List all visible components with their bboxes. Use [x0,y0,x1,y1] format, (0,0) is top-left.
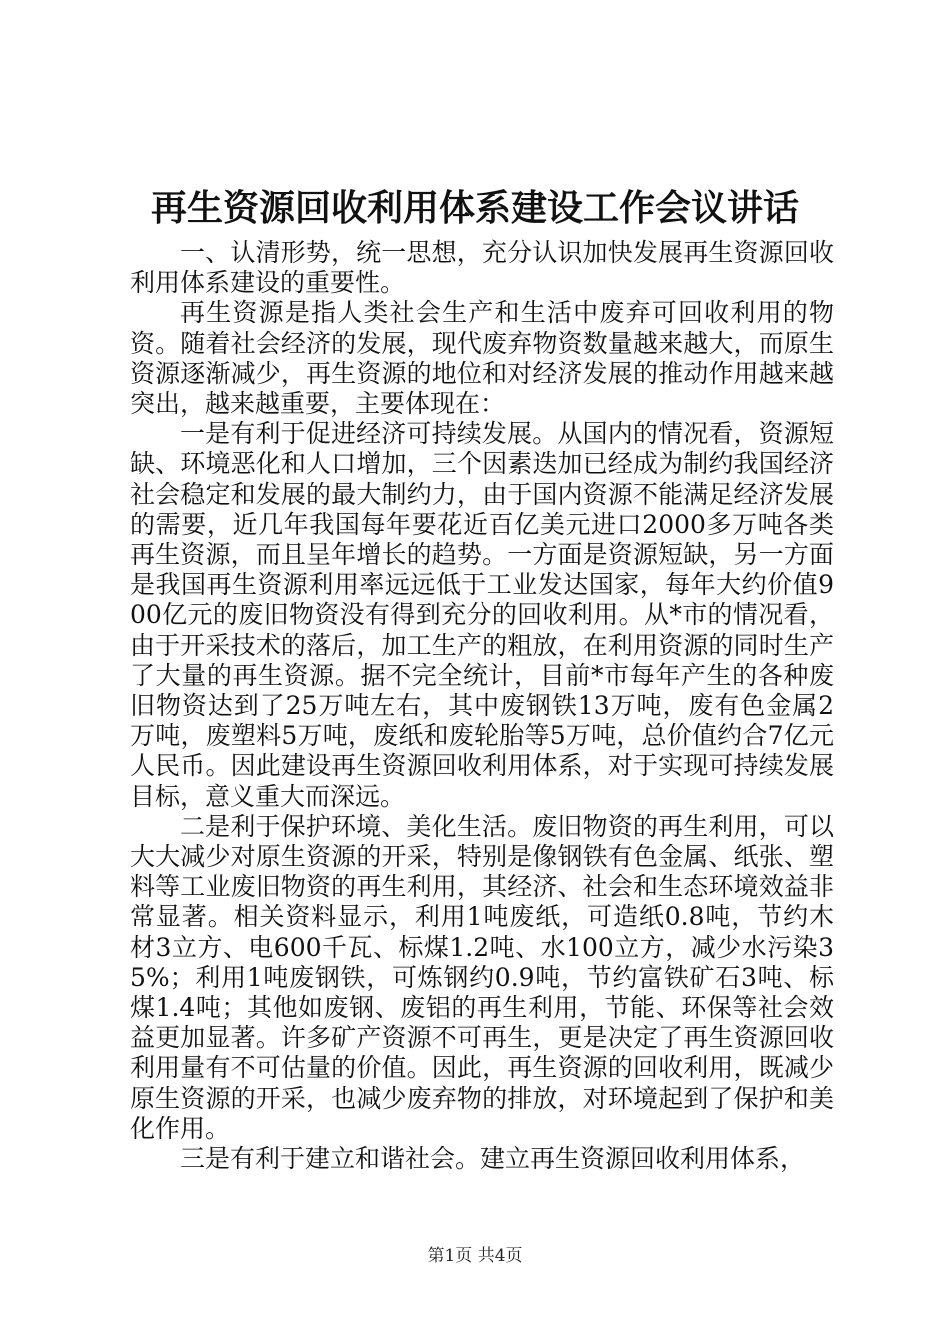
paragraph-point-2: 二是利于保护环境、美化生活。废旧物资的再生利用，可以大大减少对原生资源的开采，特别是像钢铁有色金属、纸张、塑料等工业废旧物资的再生利用，其经济、社会和生态环境效益非常显著。相关资料显示，利用1吨废纸，可造纸0.8吨，节约木材3立方、电600千瓦、标煤1.2吨、水100立方，减少水污染35%；利用1吨废钢铁，可炼钢约0.9吨，节约富铁矿石3吨、标煤1.4吨；其他如废钢、废铝的再生利用，节能、环保等社会效益更加显著。许多矿产资源不可再生，更是决定了再生资源回收利用量有不可估量的价值。因此，再生资源的回收利用，既减少原生资源的开采，也减少废弃物的排放，对环境起到了保护和美化作用。 [130,811,834,1143]
paragraph-point-3: 三是有利于建立和谐社会。建立再生资源回收利用体系， [180,1144,806,1174]
paragraph-point-1: 一是有利于促进经济可持续发展。从国内的情况看，资源短缺、环境恶化和人口增加，三个因素迭加已经成为制约我国经济社会稳定和发展的最大制约力，由于国内资源不能满足经济发展的需要，近几年我国每年要花近百亿美元进口2000多万吨各类再生资源，而且呈年增长的趋势。一方面是资源短缺，另一方面是我国再生资源利用率远远低于工业发达国家，每年大约价值900亿元的废旧物资没有得到充分的回收利用。从*市的情况看，由于开采技术的落后，加工生产的粗放，在利用资源的同时生产了大量的再生资源。据不完全统计，目前*市每年产生的各种废旧物资达到了25万吨左右，其中废钢铁13万吨，废有色金属2万吨，废塑料5万吨，废纸和废轮胎等5万吨，总价值约合7亿元人民币。因此建设再生资源回收利用体系，对于实现可持续发展目标，意义重大而深远。 [130,419,834,811]
page-number-footer: 第1页 共4页 [427,1246,523,1266]
paragraph-definition: 再生资源是指人类社会生产和生活中废弃可回收利用的物资。随着社会经济的发展，现代废弃物资数量越来越大，而原生资源逐渐减少，再生资源的地位和对经济发展的推动作用越来越突出，越来越重要，主要体现在： [130,298,834,419]
document-title: 再生资源回收利用体系建设工作会议讲话 [150,187,799,229]
paragraph-heading-1: 一、认清形势，统一思想，充分认识加快发展再生资源回收利用体系建设的重要性。 [130,238,834,298]
document-body [130,238,834,1174]
